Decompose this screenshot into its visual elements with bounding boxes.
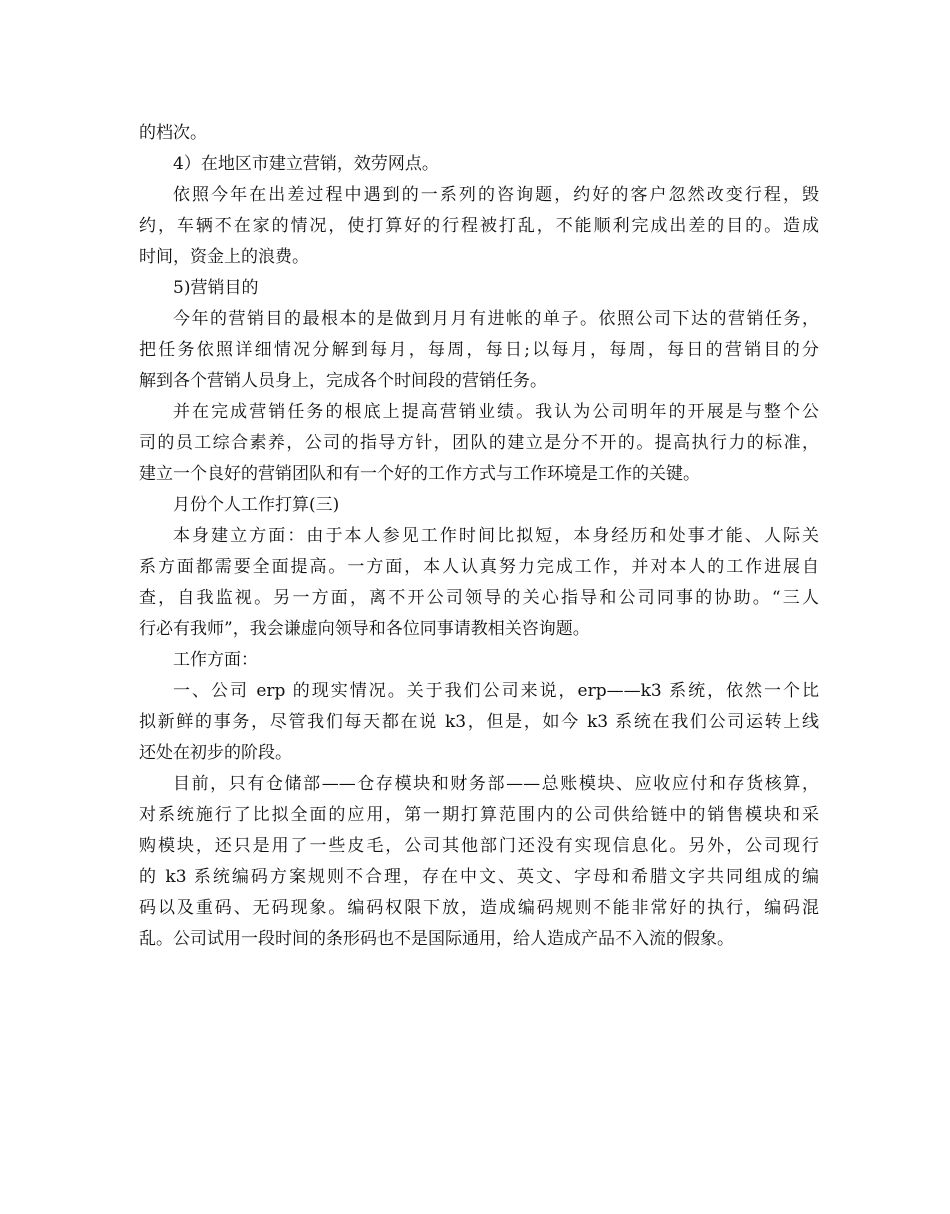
paragraph-line: 还处在初步的阶段。 [139, 743, 292, 763]
list-item: 4）在地区市建立营销，效劳网点。 [173, 154, 439, 174]
paragraph-line: 本身建立方面：由于本人参见工作时间比拟短，本身经历和处事才能、人际关 [173, 526, 819, 546]
section-heading: 月份个人工作打算(三) [173, 495, 340, 515]
paragraph-line: 查，自我监视。另一方面，离不开公司领导的关心指导和公司同事的协助。“三人 [139, 588, 819, 608]
paragraph-line: 一、公司 erp 的现实情况。关于我们公司来说，erp——k3 系统，依然一个比 [173, 681, 819, 701]
document-body [139, 118, 819, 955]
paragraph-line: 行必有我师”，我会谦虚向领导和各位同事请教相关咨询题。 [139, 619, 590, 639]
section-heading: 工作方面： [173, 650, 258, 670]
paragraph-line: 把任务依照详细情况分解到每月，每周，每日;以每月，每周，每日的营销目的分 [139, 340, 819, 360]
paragraph-line: 约，车辆不在家的情况，使打算好的行程被打乱，不能顺利完成出差的目的。造成 [139, 216, 819, 236]
paragraph-line: 目前，只有仓储部——仓存模块和财务部——总账模块、应收应付和存货核算， [173, 774, 819, 794]
paragraph-line: 时间，资金上的浪费。 [139, 247, 309, 267]
paragraph-line: 依照今年在出差过程中遇到的一系列的咨询题，约好的客户忽然改变行程，毁 [173, 185, 819, 205]
paragraph-line: 解到各个营销人员身上，完成各个时间段的营销任务。 [139, 371, 547, 391]
paragraph-line: 码以及重码、无码现象。编码权限下放，造成编码规则不能非常好的执行，编码混 [139, 898, 819, 918]
paragraph-line: 对系统施行了比拟全面的应用，第一期打算范围内的公司供给链中的销售模块和采 [139, 805, 819, 825]
paragraph-line: 今年的营销目的最根本的是做到月月有进帐的单子。依照公司下达的营销任务， [173, 309, 819, 329]
paragraph-line: 系方面都需要全面提高。一方面，本人认真努力完成工作，并对本人的工作进展自 [139, 557, 819, 577]
paragraph-line: 拟新鲜的事务，尽管我们每天都在说 k3，但是，如今 k3 系统在我们公司运转上线 [139, 712, 819, 732]
paragraph-line: 并在完成营销任务的根底上提高营销业绩。我认为公司明年的开展是与整个公 [173, 402, 819, 422]
paragraph-line: 建立一个良好的营销团队和有一个好的工作方式与工作环境是工作的关键。 [139, 464, 700, 484]
section-heading: 5)营销目的 [173, 278, 259, 298]
paragraph-line: 乱。公司试用一段时间的条形码也不是国际通用，给人造成产品不入流的假象。 [139, 929, 734, 949]
paragraph-line: 购模块，还只是用了一些皮毛，公司其他部门还没有实现信息化。另外，公司现行 [139, 836, 819, 856]
paragraph-line: 的 k3 系统编码方案规则不合理，存在中文、英文、字母和希腊文字共同组成的编 [139, 867, 819, 887]
paragraph-line: 司的员工综合素养，公司的指导方针，团队的建立是分不开的。提高执行力的标准， [139, 433, 819, 453]
text-line: 的档次。 [139, 123, 207, 143]
